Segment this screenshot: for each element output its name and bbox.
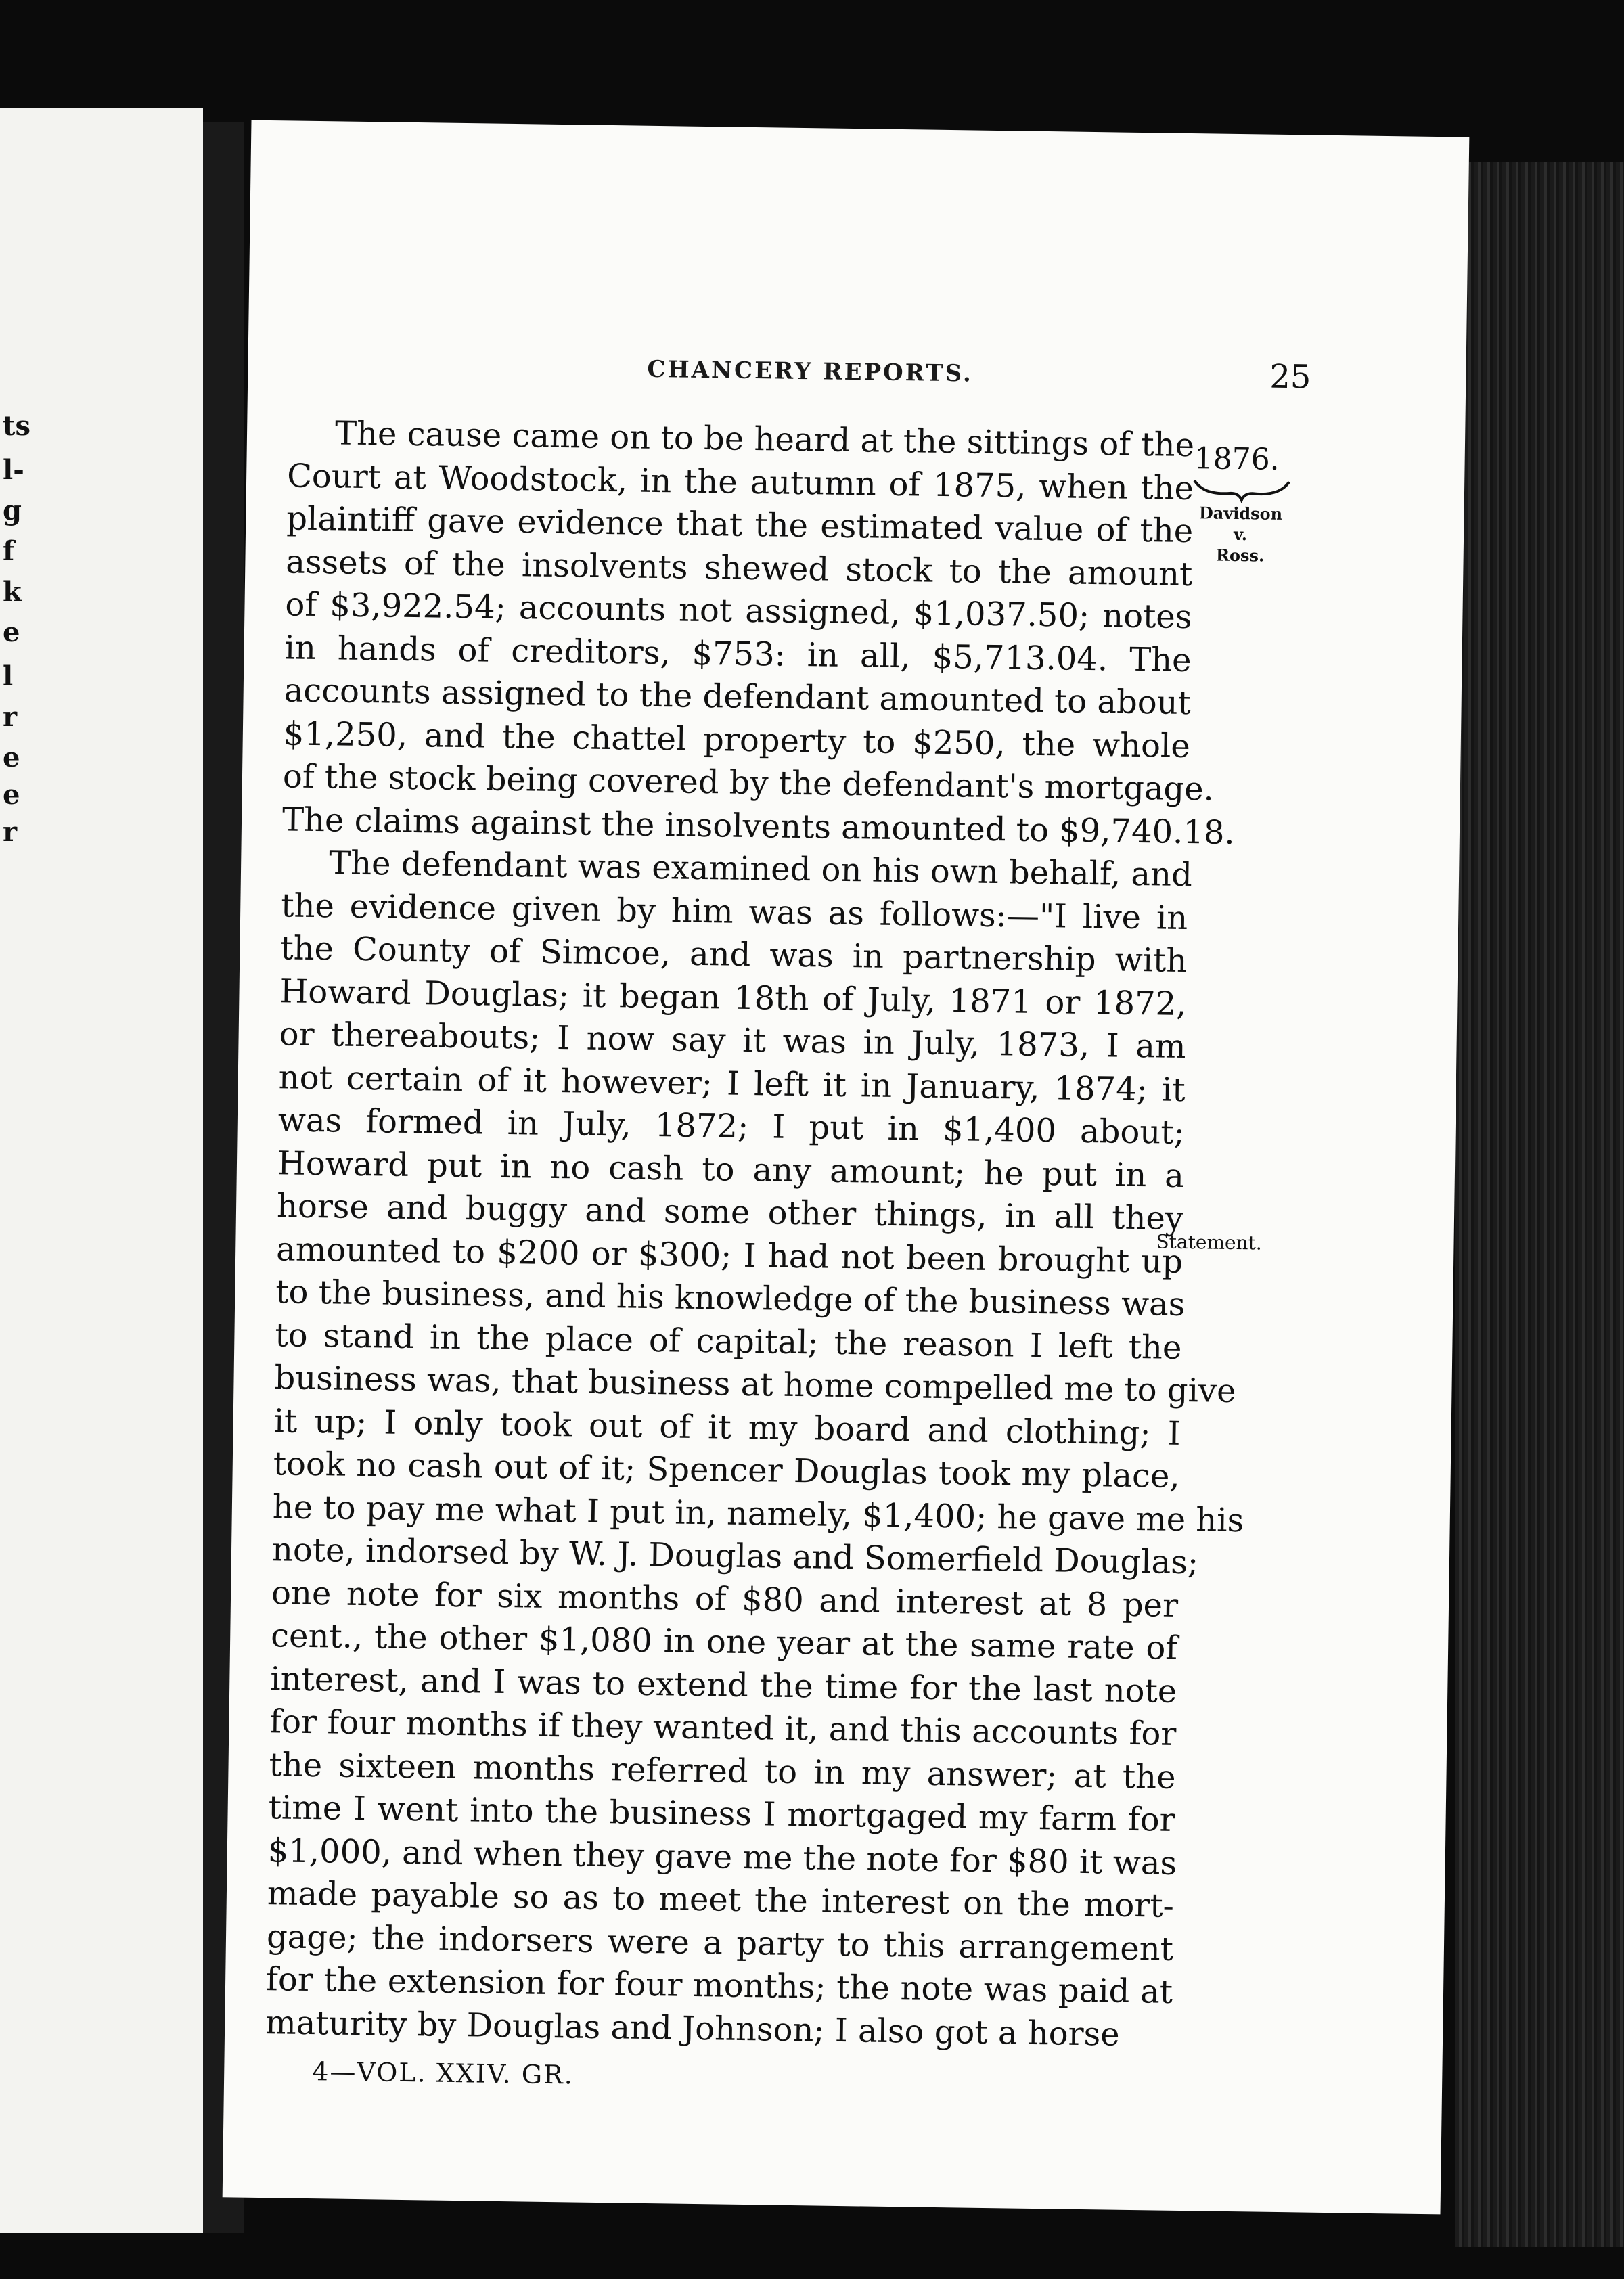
left-page-fragment: e: [3, 742, 20, 773]
text-line: cent., the other $1,080 in one year at the same rate of: [270, 1617, 1178, 1667]
text-line: The defendant was examined on his own behalf, and: [328, 844, 1193, 895]
text-line: assets of the insolvents shewed stock to the amount: [286, 542, 1193, 593]
text-line: business was, that business at home compelled me to give: [274, 1359, 1236, 1411]
book-page: [223, 120, 1470, 2215]
text-line: Court at Woodstock, in the autumn of 1875, when the: [286, 456, 1194, 507]
text-line: gage; the indorsers were a party to this arrangement: [266, 1917, 1174, 1968]
left-page-fragment: e: [3, 779, 20, 811]
text-line: the evidence given by him was as follows:—"I live in: [280, 886, 1188, 937]
margin-case-name: [1189, 502, 1291, 567]
left-page-fragment: g: [3, 495, 22, 526]
margin-year: 1876.: [1194, 441, 1280, 477]
text-line: $1,250, and the chattel property to $250, the whole: [283, 714, 1191, 765]
left-page-fragment: r: [3, 816, 18, 848]
case-party-defendant: Ross.: [1215, 545, 1265, 566]
text-line: to stand in the place of capital; the reason I left the: [275, 1315, 1182, 1367]
running-head: CHANCERY REPORTS.: [647, 355, 974, 388]
text-line: the County of Simcoe, and was in partnership with: [280, 929, 1188, 980]
left-page-fragment: k: [3, 576, 22, 608]
text-line: in hands of creditors, $753: in all, $5,713.04. The: [284, 628, 1192, 679]
left-page-fragment: l-: [3, 454, 24, 486]
text-line: to the business, and his knowledge of the business was: [275, 1273, 1186, 1324]
text-line: Howard Douglas; it began 18th of July, 1871 or 1872,: [279, 972, 1187, 1023]
text-line: one note for six months of $80 and interest at 8 per: [271, 1573, 1179, 1625]
case-party-plaintiff: Davidson: [1198, 503, 1283, 524]
text-line: Howard put in no cash to any amount; he put in a: [277, 1144, 1185, 1195]
text-line: of the stock being covered by the defendant's mortgage.: [282, 757, 1215, 809]
text-line: not certain of it however; I left it in January, 1874; it: [278, 1058, 1186, 1109]
paragraph: [281, 411, 1236, 854]
text-line: The claims against the insolvents amounted to $9,740.18.: [281, 800, 1236, 852]
text-line: he to pay me what I put in, namely, $1,400; he gave me his: [272, 1487, 1244, 1539]
text-line: amounted to $200 or $300; I had not been brought up: [275, 1229, 1183, 1281]
text-line: it up; I only took out of it my board and clothing; I: [273, 1401, 1181, 1453]
text-line: note, indorsed by W. J. Douglas and Somerfield Douglas;: [271, 1531, 1199, 1582]
case-versus: v.: [1233, 524, 1248, 545]
text-line: was formed in July, 1872; I put in $1,400 about;: [277, 1101, 1186, 1152]
text-line: interest, and I was to extend the time for the last note: [269, 1659, 1177, 1711]
text-line: made payable so as to meet the interest on the mort-: [267, 1874, 1175, 1925]
left-facing-page: [0, 108, 203, 2233]
text-line: or thereabouts; I now say it was in July, 1873, I am: [279, 1015, 1186, 1066]
text-line: of $3,922.54; accounts not assigned, $1,037.50; notes: [285, 585, 1192, 637]
page-number: 25: [1269, 357, 1311, 397]
text-line: for the extension for four months; the note was paid at: [265, 1960, 1173, 2011]
text-line: $1,000, and when they gave me the note for $80 it was: [267, 1831, 1177, 1882]
text-line: took no cash out of it; Spencer Douglas took my place,: [273, 1445, 1181, 1495]
text-line: The cause came on to be heard at the sittings of the: [334, 414, 1195, 465]
text-line: for four months if they wanted it, and this accounts for: [269, 1702, 1177, 1753]
left-page-fragment: r: [3, 701, 18, 733]
left-page-fragment: e: [3, 616, 20, 648]
signature-mark: 4—VOL. XXIV. GR.: [311, 2056, 574, 2090]
left-page-fragment: l: [3, 660, 14, 692]
left-page-fragment: f: [3, 535, 15, 567]
margin-statement: Statement.: [1156, 1230, 1262, 1255]
book-page-edges: [1455, 162, 1624, 2247]
text-line: horse and buggy and some other things, in all they: [276, 1187, 1184, 1238]
text-line: plaintiff gave evidence that the estimated value of the: [286, 499, 1194, 551]
text-line: the sixteen months referred to in my answer; at the: [269, 1745, 1176, 1797]
text-line: accounts assigned to the defendant amounted to about: [284, 671, 1192, 723]
text-line: maturity by Douglas and Johnson; I also got a horse: [265, 2003, 1121, 2054]
text-line: time I went into the business I mortgaged my farm for: [268, 1788, 1175, 1839]
brace-icon: [1190, 475, 1292, 503]
left-page-fragment: ts: [3, 410, 30, 442]
